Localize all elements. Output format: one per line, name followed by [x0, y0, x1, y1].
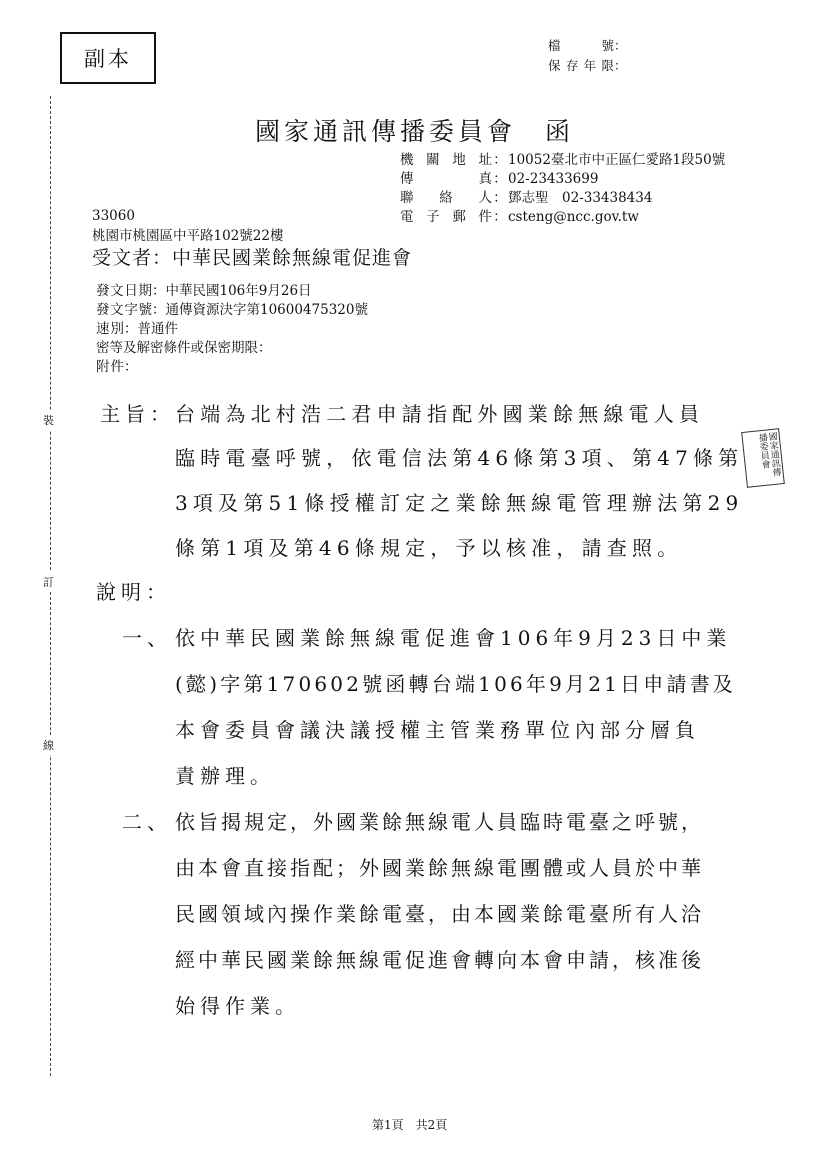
item-number: 一、	[122, 626, 172, 650]
binding-mark: 線	[43, 735, 54, 755]
item-line: (懿)字第170602號函轉台端106年9月21日申請書及	[175, 672, 737, 696]
meta-row: 密等及解密條件或保密期限 ：	[96, 340, 272, 356]
contact-row: 機關地址 ： 10052臺北市中正區仁愛路1段50號	[400, 152, 726, 168]
item-line: 經中華民國業餘無線電促進會轉向本會申請，核准後	[175, 948, 704, 972]
retention-value	[627, 56, 647, 76]
archive-info	[548, 36, 647, 76]
archive-number-label: 檔號	[548, 38, 614, 53]
meta-label: 發文日期	[96, 283, 152, 299]
meta-label: 發文字號	[96, 302, 152, 318]
explanation-label: 說明：	[96, 580, 171, 604]
contact-label: 聯絡人	[400, 190, 492, 206]
recipient-zip: 33060	[92, 208, 135, 224]
contact-value: 鄧志聖 02-33438434	[508, 190, 653, 206]
item-line: 依旨揭規定，外國業餘無線電人員臨時電臺之呼號，	[175, 810, 704, 834]
meta-label: 速別	[96, 321, 124, 337]
meta-value: 通傳資源決字第10600475320號	[165, 302, 368, 318]
subject-line: 臨時電臺呼號，依電信法第46條第3項、第47條第	[175, 446, 744, 470]
archive-row-retention: 保存年限 ：	[548, 56, 647, 76]
contact-value: 02-23433699	[508, 171, 599, 187]
copy-label: 副本	[84, 47, 132, 71]
page-number: 第1頁 共2頁	[372, 1118, 448, 1132]
contact-row: 電子郵件 ： csteng@ncc.gov.tw	[400, 209, 639, 225]
seal-stamp	[741, 428, 785, 488]
item-line: 依中華民國業餘無線電促進會106年9月23日中業	[175, 626, 732, 650]
subject-line: 條第1項及第46條規定，予以核准，請查照。	[175, 536, 683, 560]
agency-contact-block	[400, 151, 725, 227]
binding-mark: 裝	[43, 410, 54, 430]
meta-value: 中華民國106年9月26日	[165, 283, 312, 299]
contact-label: 電子郵件	[400, 209, 492, 225]
contact-value: 10052臺北市中正區仁愛路1段50號	[508, 152, 726, 168]
meta-label: 附件	[96, 359, 124, 375]
subject-line: 3項及第51條授權訂定之業餘無線電管理辦法第29	[175, 491, 744, 515]
meta-row: 附件 ：	[96, 359, 138, 375]
item-line: 民國領域內操作業餘電臺，由本國業餘電臺所有人洽	[175, 902, 704, 926]
item-number: 二、	[122, 810, 172, 834]
meta-value: 普通件	[137, 321, 178, 337]
item-line: 責辦理。	[175, 764, 275, 788]
contact-label: 機關地址	[400, 152, 492, 168]
subject-label: 主旨：	[100, 402, 175, 426]
archive-number-value	[627, 36, 647, 56]
item-line: 本會委員會議決議授權主管業務單位內部分層負	[175, 718, 700, 742]
document-title: 國家通訊傳播委員會 函	[255, 117, 575, 146]
meta-label: 密等及解密條件或保密期限	[96, 340, 258, 356]
contact-row: 聯絡人 ： 鄧志聖 02-33438434	[400, 190, 653, 206]
binding-mark: 訂	[43, 572, 54, 592]
item-line: 由本會直接指配；外國業餘無線電團體或人員於中華	[175, 856, 704, 880]
recipient-address: 桃園市桃園區中平路102號22樓	[92, 228, 284, 244]
seal-stamp-text: 國家通訊傳播委員會	[756, 431, 782, 478]
subject-line: 台端為北村浩二君申請指配外國業餘無線電人員	[175, 402, 705, 426]
meta-row: 發文字號 ： 通傳資源決字第10600475320號	[96, 302, 368, 318]
archive-row-number: 檔號 ：	[548, 36, 647, 56]
contact-label: 傳真	[400, 171, 492, 187]
retention-label: 保存年限	[548, 58, 614, 73]
meta-row: 速別 ： 普通件	[96, 321, 178, 337]
recipient: 受文者：中華民國業餘無線電促進會	[92, 247, 413, 269]
contact-email: csteng@ncc.gov.tw	[508, 209, 639, 225]
copy-label-box	[60, 32, 156, 84]
contact-row: 傳真 ： 02-23433699	[400, 171, 599, 187]
meta-row: 發文日期 ： 中華民國106年9月26日	[96, 283, 312, 299]
dispatch-meta	[96, 282, 368, 377]
item-line: 始得作業。	[175, 994, 300, 1018]
